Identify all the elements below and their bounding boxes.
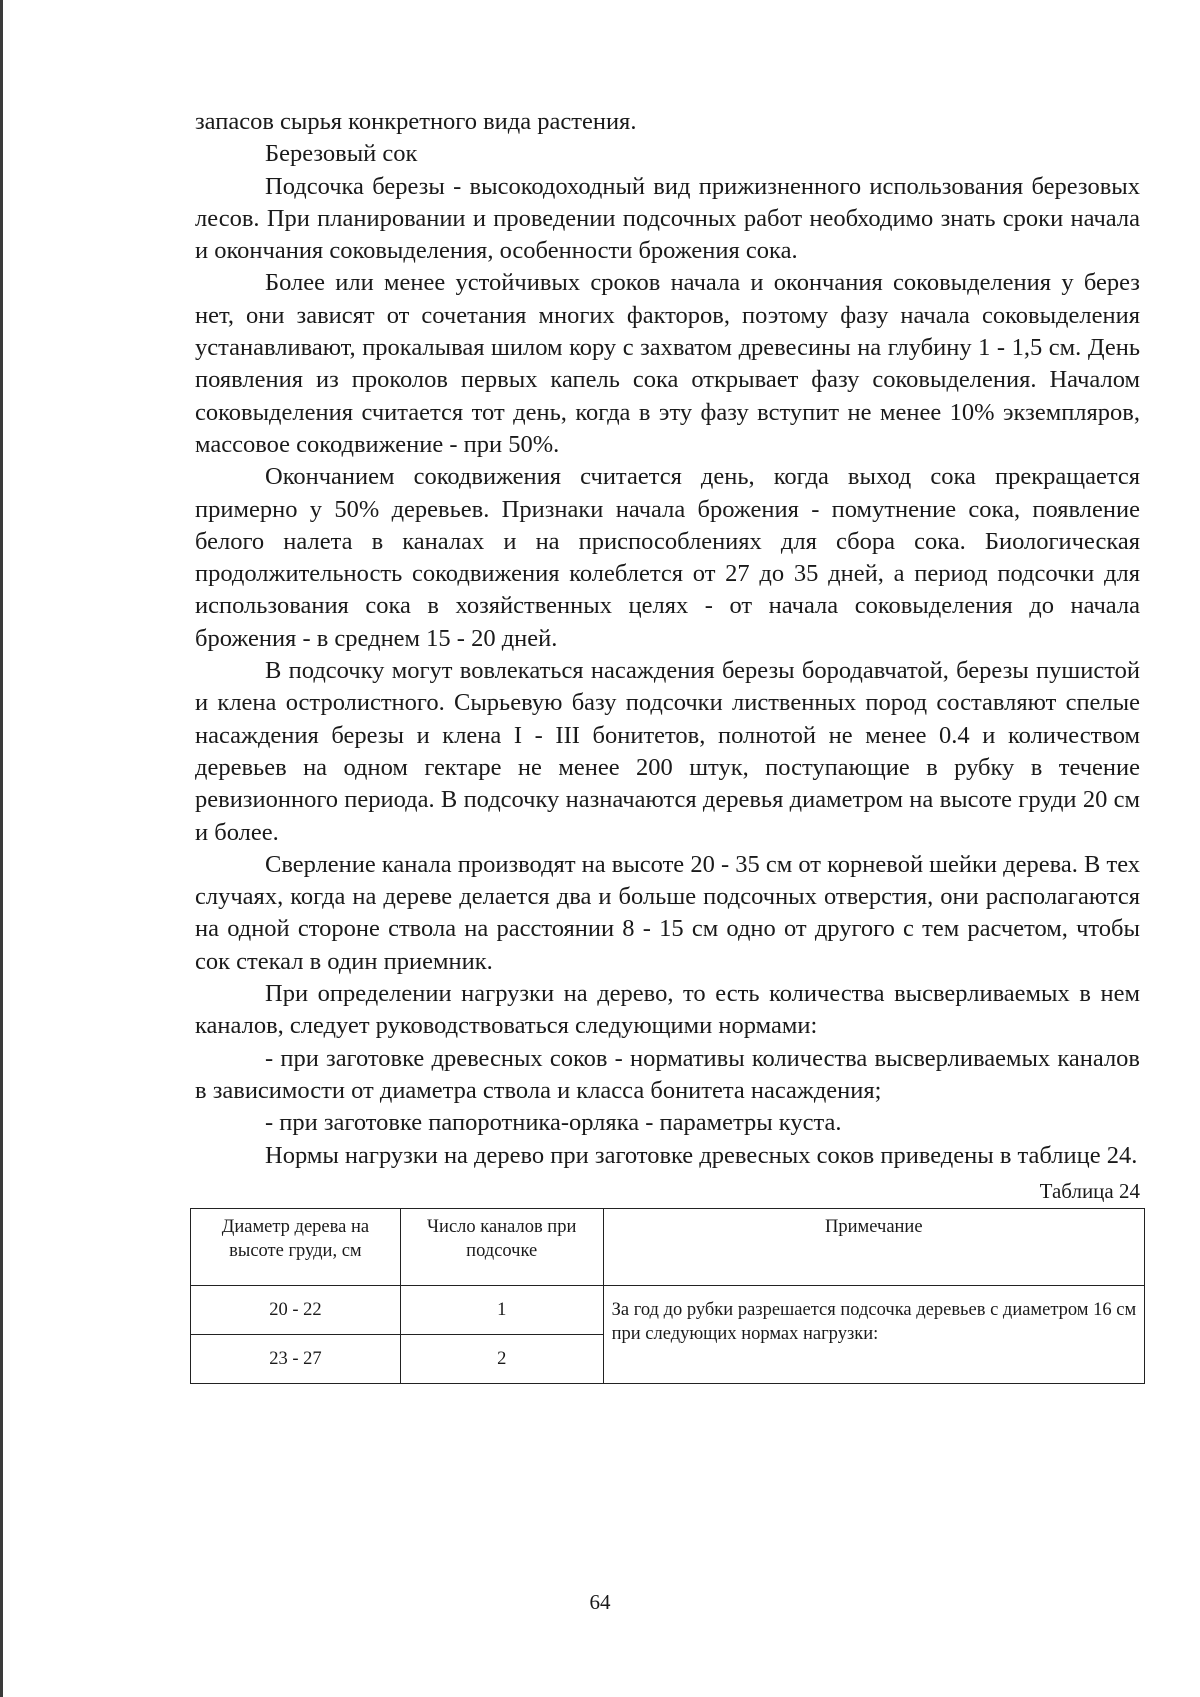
section-heading-birch-sap: Березовый сок	[265, 140, 418, 168]
list-item-fern: - при заготовке папоротника-орляка - параметры куста.	[265, 1109, 842, 1137]
paragraph-3: Подсочка березы - высокодоходный вид прижизненного использования березовых лесов. При планировании и проведении подсочных работ необходимо знать сроки начала и окончания соковыделения, особенности брожения сока.	[195, 172, 1140, 265]
paragraph-1: запасов сырья конкретного вида растения.	[195, 108, 637, 135]
header-channels: Число каналов при подсочке	[400, 1208, 603, 1285]
list-item-sap: - при заготовке древесных соков - нормативы количества высверливаемых каналов в зависимости от диаметра ствола и класса бонитета насаждения;	[195, 1044, 1140, 1104]
paragraph-table-reference: Нормы нагрузки на дерево при заготовке древесных соков приведены в таблице 24.	[265, 1141, 1138, 1169]
paragraph-5: Окончанием сокодвижения считается день, когда выход сока прекращается примерно у 50% деревьев. Признаки начала брожения - помутнение сока, появление белого налета в каналах и на приспособлениях для сбора сока. Биологическая продолжительность сокодвижения колеблется от 27 до 35 дней, а период подсочки для использования сока в хозяйственных целях - от начала соковыделения до начала брожения - в среднем 15 - 20 дней.	[195, 463, 1140, 652]
cell-note: За год до рубки разрешается подсочка деревьев с диаметром 16 см при следующих нормах нагрузки:	[603, 1285, 1144, 1383]
page-number: 64	[589, 1590, 611, 1614]
table-header-row	[191, 1208, 1145, 1285]
header-diameter: Диаметр дерева на высоте груди, см	[191, 1208, 401, 1285]
cell-channels: 2	[400, 1334, 603, 1383]
page-content	[195, 106, 1140, 1384]
scan-edge-line	[0, 0, 3, 1697]
norms-table	[190, 1208, 1145, 1384]
table-caption: Таблица 24	[1039, 1178, 1140, 1203]
paragraph-4: Более или менее устойчивых сроков начала и окончания соковыделения у берез нет, они зависят от сочетания многих факторов, поэтому фазу начала соковыделения устанавливают, прокалывая шилом кору с захватом древесины на глубину 1 - 1,5 см. День появления из проколов первых капель сока открывает фазу соковыделения. Началом соковыделения считается тот день, когда в эту фазу вступит не менее 10% экземпляров, массовое сокодвижение - при 50%.	[195, 269, 1140, 458]
cell-channels: 1	[400, 1285, 603, 1334]
paragraph-8: При определении нагрузки на дерево, то есть количества высверливаемых в нем каналов, следует руководствоваться следующими нормами:	[195, 980, 1140, 1040]
cell-diameter: 20 - 22	[191, 1285, 401, 1334]
paragraph-6: В подсочку могут вовлекаться насаждения березы бородавчатой, березы пушистой и клена остролистного. Сырьевую базу подсочки лиственных пород составляют спелые насаждения березы и клена I - III бонитетов, полнотой не менее 0.4 и количеством деревьев на одном гектаре не менее 200 штук, поступающие в рубку в течение ревизионного периода. В подсочку назначаются деревья диаметром на высоте груди 20 см и более.	[195, 657, 1140, 846]
paragraph-7: Сверление канала производят на высоте 20 - 35 см от корневой шейки дерева. В тех случаях, когда на дереве делается два и больше подсочных отверстия, они располагаются на одной стороне ствола на расстоянии 8 - 15 см одно от другого с тем расчетом, чтобы сок стекал в один приемник.	[195, 850, 1140, 975]
cell-diameter: 23 - 27	[191, 1334, 401, 1383]
header-note: Примечание	[603, 1208, 1144, 1285]
table-row	[191, 1285, 1145, 1334]
